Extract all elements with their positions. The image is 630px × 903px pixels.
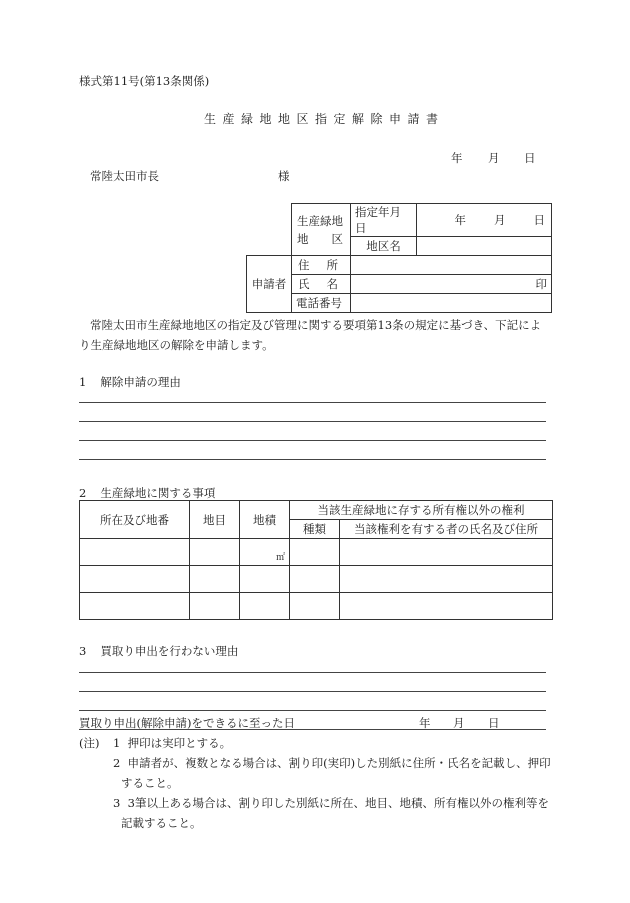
section1-heading: 1 解除申請の理由 bbox=[79, 375, 181, 389]
cell-area-3[interactable] bbox=[240, 593, 290, 620]
cell-holder-1[interactable] bbox=[340, 539, 553, 566]
address-label: 住 所 bbox=[292, 256, 351, 275]
cell-location-3[interactable] bbox=[80, 593, 190, 620]
notes-label: (注) bbox=[79, 736, 100, 750]
note-item-2: 2 申請者が、複数となる場合は、割り印(実印)した別紙に住所・氏名を記載し、押印すること。 bbox=[113, 756, 551, 790]
page-title: 生産緑地地区指定解除申請書 bbox=[204, 112, 445, 126]
district-name-field[interactable] bbox=[417, 237, 552, 256]
designation-date-value[interactable]: 年 月 日 bbox=[417, 204, 552, 237]
form-number: 様式第11号(第13条関係) bbox=[79, 74, 210, 88]
applicant-table bbox=[246, 203, 552, 313]
date-day: 日 bbox=[524, 151, 536, 165]
purchase-date-month: 月 bbox=[453, 716, 465, 730]
purchase-date-year: 年 bbox=[419, 716, 431, 730]
header-kind: 種類 bbox=[290, 520, 340, 539]
purchase-date-day: 日 bbox=[488, 716, 500, 730]
area-unit: ㎡ bbox=[275, 553, 285, 563]
designation-date-label: 指定年月日 bbox=[351, 204, 417, 237]
no-purchase-line-2[interactable] bbox=[79, 691, 546, 692]
cell-category-1[interactable] bbox=[190, 539, 240, 566]
section3-heading: 3 買取り申出を行わない理由 bbox=[79, 644, 239, 658]
header-land-category: 地目 bbox=[190, 501, 240, 539]
land-table bbox=[79, 500, 553, 620]
district-label-1: 生産緑地 bbox=[297, 213, 343, 228]
district-label-2: 地 区 bbox=[297, 231, 343, 246]
cell-holder-2[interactable] bbox=[340, 566, 553, 593]
name-label: 氏 名 bbox=[292, 275, 351, 294]
seal-mark: 印 bbox=[535, 277, 547, 291]
date-year: 年 bbox=[451, 151, 463, 165]
cell-category-2[interactable] bbox=[190, 566, 240, 593]
cell-location-1[interactable] bbox=[80, 539, 190, 566]
cell-kind-2[interactable] bbox=[290, 566, 340, 593]
district-label-cell bbox=[292, 204, 351, 256]
section2-heading: 2 生産緑地に関する事項 bbox=[79, 486, 216, 500]
header-holder: 当該権利を有する者の氏名及び住所 bbox=[340, 520, 553, 539]
addressee-honorific: 様 bbox=[278, 169, 290, 183]
reason-line-3[interactable] bbox=[79, 440, 546, 441]
phone-field[interactable] bbox=[351, 294, 552, 313]
purchase-date-label: 買取り申出(解除申請)をできるに至った日 bbox=[79, 716, 295, 730]
addressee-name: 常陸太田市長 bbox=[90, 169, 159, 183]
header-area: 地積 bbox=[240, 501, 290, 539]
applicant-label: 申請者 bbox=[247, 256, 292, 313]
cell-holder-3[interactable] bbox=[340, 593, 553, 620]
name-field[interactable] bbox=[351, 275, 552, 294]
reason-line-1[interactable] bbox=[79, 402, 546, 403]
address-field[interactable] bbox=[351, 256, 552, 275]
cell-category-3[interactable] bbox=[190, 593, 240, 620]
cell-kind-3[interactable] bbox=[290, 593, 340, 620]
header-other-rights: 当該生産緑地に存する所有権以外の権利 bbox=[290, 501, 553, 520]
cell-kind-1[interactable] bbox=[290, 539, 340, 566]
header-location: 所在及び地番 bbox=[80, 501, 190, 539]
reason-line-4[interactable] bbox=[79, 459, 546, 460]
cell-location-2[interactable] bbox=[80, 566, 190, 593]
no-purchase-line-3[interactable] bbox=[79, 710, 546, 711]
district-name-label: 地区名 bbox=[351, 237, 417, 256]
purchase-date-underline[interactable] bbox=[79, 729, 546, 730]
note-item-3: 3 3筆以上ある場合は、割り印した別紙に所在、地目、地積、所有権以外の権利等を記載すること。 bbox=[113, 796, 549, 830]
reason-line-2[interactable] bbox=[79, 421, 546, 422]
cell-area-1[interactable] bbox=[240, 539, 290, 566]
note-item-1: 1 押印は実印とする。 bbox=[113, 736, 232, 750]
no-purchase-line-1[interactable] bbox=[79, 672, 546, 673]
cell-area-2[interactable] bbox=[240, 566, 290, 593]
phone-label: 電話番号 bbox=[292, 294, 351, 313]
body-text: 常陸太田市生産緑地地区の指定及び管理に関する要項第13条の規定に基づき、下記により生産緑地地区の解除を申請します。 bbox=[79, 318, 542, 352]
date-month: 月 bbox=[488, 151, 500, 165]
